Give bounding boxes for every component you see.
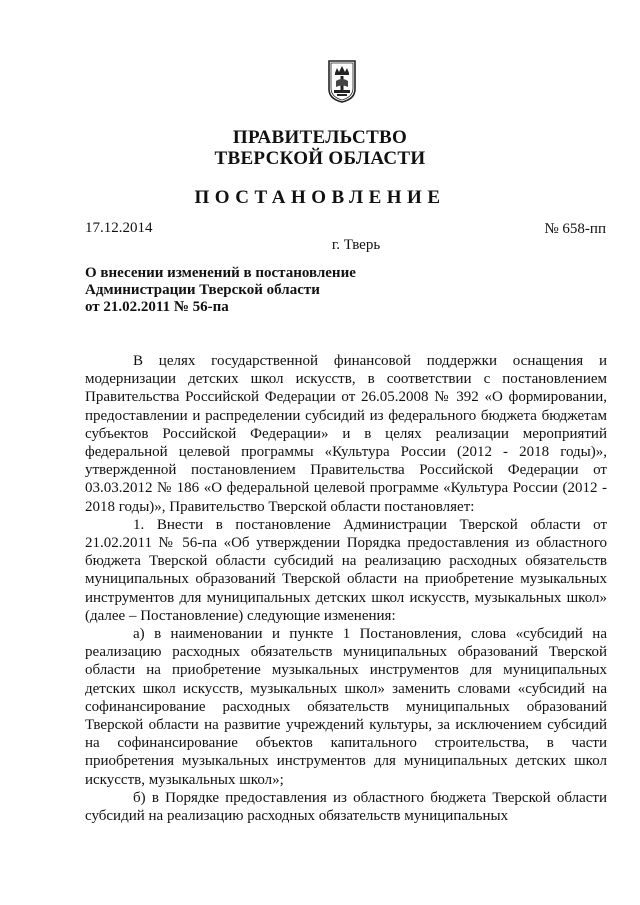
subject-line: от 21.02.2011 № 56-па (85, 299, 229, 315)
clause-1-paragraph: 1. Внести в постановление Администрации Тверской области от 21.02.2011 № 56-па «Об утверждении Порядка предоставления из областного бюджета Тверской области субсидий на реализацию расходных обязательств муниципальных образований Тверской области на приобретение музыкальных инструментов для муниципальных детских школ искусств, музыкальных школ» (далее – Постановление) следующие изменения: (85, 516, 607, 624)
document-number: № 658-пп (544, 221, 606, 237)
document-city: г. Тверь (331, 237, 381, 253)
subclause-b-paragraph: б) в Порядке предоставления из областного бюджета Тверской области субсидий на реализацию расходных обязательств муниципальных (85, 789, 607, 825)
coat-of-arms-icon (327, 59, 357, 103)
organization-name: ПРАВИТЕЛЬСТВО (232, 127, 408, 148)
document-type: ПОСТАНОВЛЕНИЕ (194, 187, 446, 208)
subject-line: О внесении изменений в постановление (85, 265, 356, 281)
organization-region: ТВЕРСКОЙ ОБЛАСТИ (214, 148, 426, 169)
subclause-a-paragraph: а) в наименовании и пункте 1 Постановления, слова «субсидий на реализацию расходных обязательств муниципальных образований Тверской области на приобретение музыкальных инструментов для муниципальных детских школ искусств, музыкальных школ» заменить словами «субсидий на софинансирование расходных обязательств муниципальных образований Тверской области на развитие учреждений культуры, за исключением субсидий на софинансирование объектов капитального строительства, в части приобретения музыкальных инструментов для муниципальных детских школ искусств, музыкальных школ»; (85, 626, 607, 788)
document-date: 17.12.2014 (85, 220, 153, 236)
subject-line: Администрации Тверской области (85, 282, 320, 298)
document-body (85, 352, 607, 825)
document-subject (85, 265, 385, 316)
preamble-paragraph: В целях государственной финансовой поддержки оснащения и модернизации детских школ искусств, в соответствии с постановлением Правительства Российской Федерации от 26.05.2008 № 392 «О формировании, предоставлении и распределении субсидий из федерального бюджета бюджетам субъектов Российской Федерации» и в целях реализации мероприятий федеральной целевой программы «Культура России (2012 - 2018 годы)», утвержденной постановлением Правительства Российской Федерации от 03.03.2012 № 186 «О федеральной целевой программе «Культура России (2012 - 2018 годы)», Правительство Тверской области постановляет: (85, 353, 607, 515)
